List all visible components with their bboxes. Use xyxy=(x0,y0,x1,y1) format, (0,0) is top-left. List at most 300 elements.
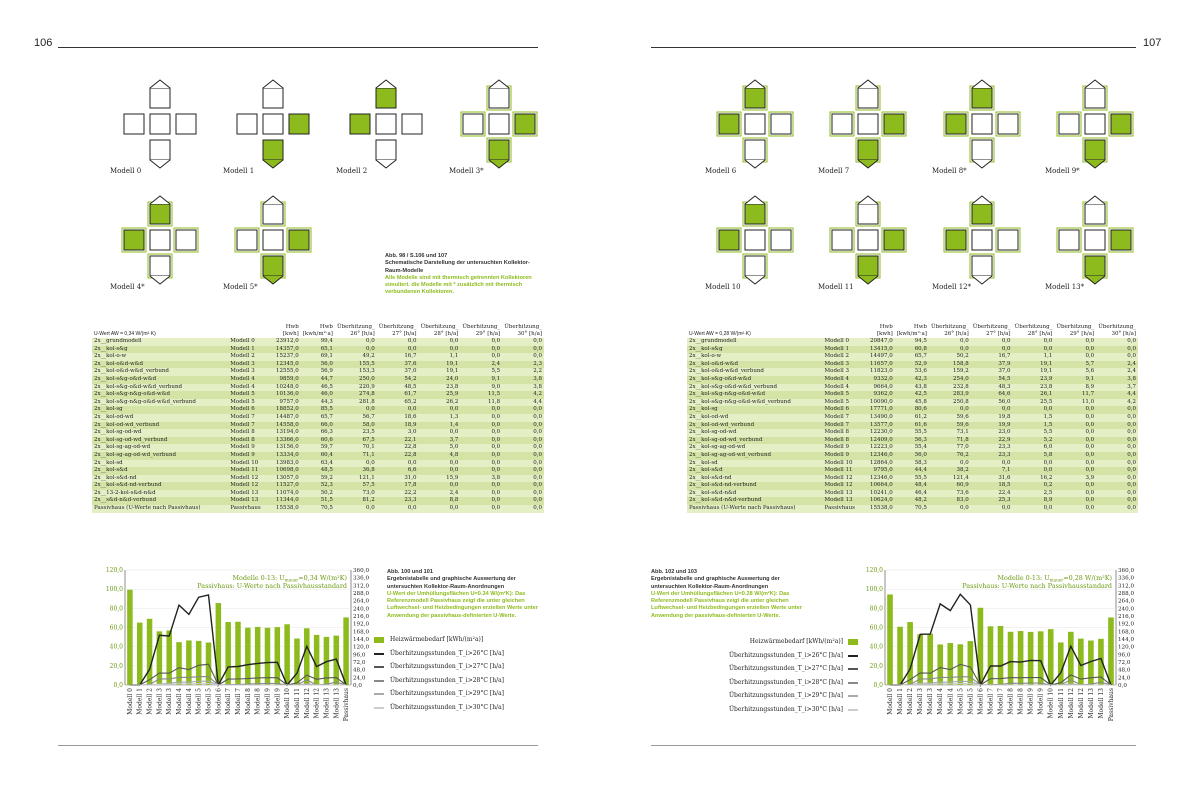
right-tick-label: 144,0 xyxy=(353,637,370,643)
value-cell: 3,7 xyxy=(449,436,459,443)
table-row xyxy=(687,429,1138,437)
value-cell: 0,0 xyxy=(1127,451,1136,458)
chart-caption-right xyxy=(651,569,809,620)
bar xyxy=(988,626,994,685)
value-cell: 70,5 xyxy=(914,505,927,512)
value-cell: 5,2 xyxy=(1043,436,1053,443)
value-cell: 254,0 xyxy=(953,375,969,382)
variant-name: 2x__kol-s&g-o&d-w&d xyxy=(94,375,157,382)
left-tick-label: 60,0 xyxy=(869,624,883,632)
value-cell: 71,8 xyxy=(956,436,969,443)
value-cell: 250,0 xyxy=(359,375,375,382)
bar xyxy=(275,627,281,685)
value-cell: 0,0 xyxy=(1085,497,1095,504)
chart-caption-right-note: U-Wert der Umhüllungsflächen U=0.28 W/(m²K): Das Referenzmodell Passivhaus zeigt die unter gleichen Luftwechsel- und Heizbedingungen erzielten Werte unter Anwendung der passivhaus-definierten U-Werte. xyxy=(651,590,802,619)
value-cell: 23,8 xyxy=(446,383,459,390)
model-name: Modell 4 xyxy=(824,375,849,382)
table-row xyxy=(687,346,1138,354)
right-tick-label: 168,0 xyxy=(1118,629,1135,636)
value-cell: 0,0 xyxy=(449,467,459,474)
variant-name: 2x__s&d-n&d-verbund xyxy=(94,497,157,504)
legend-label: Überhitzungsstunden_T_i>30°C [h/a] xyxy=(728,705,843,713)
value-cell: 14558,0 xyxy=(276,421,299,428)
value-cell: 5,8 xyxy=(1043,451,1053,458)
chart-caption-left xyxy=(387,569,547,620)
value-cell: 0,0 xyxy=(1085,413,1095,420)
value-cell: 0,0 xyxy=(449,338,459,344)
bar xyxy=(1008,632,1014,685)
value-cell: 65,2 xyxy=(404,398,417,405)
right-tick-label: 168,0 xyxy=(353,629,370,636)
value-cell: 0,0 xyxy=(491,338,501,344)
value-cell: 54,2 xyxy=(404,375,417,382)
value-cell: 16,2 xyxy=(1040,474,1053,481)
value-cell: 60,8 xyxy=(914,345,927,352)
value-cell: 0,0 xyxy=(407,345,417,352)
value-cell: 76,2 xyxy=(956,451,969,458)
value-cell: 53,6 xyxy=(914,368,927,375)
value-cell: 153,3 xyxy=(359,368,375,375)
value-cell: 73,1 xyxy=(956,429,969,436)
value-cell: 11,7 xyxy=(1081,391,1095,398)
value-cell: 0,0 xyxy=(533,406,542,413)
value-cell: 38,2 xyxy=(956,467,969,474)
value-cell: 155,5 xyxy=(359,360,375,367)
model-label: Modell 8* xyxy=(932,167,967,175)
value-cell: 12555,0 xyxy=(276,368,299,375)
table-row xyxy=(92,353,544,361)
table-row xyxy=(92,490,544,498)
right-tick-label: 24,0 xyxy=(353,675,366,682)
value-cell: 59,7 xyxy=(320,444,333,451)
bar xyxy=(255,627,261,685)
value-cell: 0,0 xyxy=(449,459,459,466)
value-cell: 61,2 xyxy=(914,413,927,420)
right-tick-label: 288,0 xyxy=(353,591,370,597)
value-cell: 52,9 xyxy=(914,360,927,367)
bar xyxy=(1028,632,1034,685)
table-row xyxy=(687,368,1138,376)
table-row xyxy=(92,460,544,468)
model-name: Modell 0 xyxy=(230,338,255,344)
value-cell: 55,5 xyxy=(914,429,927,436)
value-cell: 2,4 xyxy=(1127,360,1136,367)
value-cell: 0,0 xyxy=(1001,338,1011,344)
value-cell: 11657,0 xyxy=(870,360,893,367)
right-tick-label: 192,0 xyxy=(1118,621,1135,628)
value-cell: 1,4 xyxy=(449,421,459,428)
right-tick-label: 360,0 xyxy=(353,568,370,574)
right-tick-label: 24,0 xyxy=(1118,675,1131,682)
value-cell: 22,4 xyxy=(998,489,1011,496)
value-cell: 0,0 xyxy=(491,497,501,504)
value-cell: 45,8 xyxy=(914,398,927,405)
legend-label: Überhitzungsstunden_T_i>26°C [h/a] xyxy=(728,651,843,659)
category-label: Modell 5 xyxy=(195,688,203,715)
value-cell: 0,0 xyxy=(366,459,375,466)
value-cell: 9,1 xyxy=(491,375,501,382)
value-cell: 10090,0 xyxy=(870,398,893,405)
value-cell: 0,0 xyxy=(533,467,542,474)
right-tick-label: 48,0 xyxy=(1118,667,1131,674)
legend-label: Überhitzungsstunden_T_i>30°C [h/a] xyxy=(390,703,505,711)
value-cell: 11,5 xyxy=(487,391,501,398)
model-name: Modell 9 xyxy=(824,444,849,451)
value-cell: 0,0 xyxy=(366,345,375,352)
category-label: Modell 8 xyxy=(1007,688,1015,715)
value-cell: 1,3 xyxy=(449,413,459,420)
value-cell: 0,0 xyxy=(491,345,501,352)
table-row xyxy=(92,444,544,452)
model-name: Modell 7 xyxy=(824,421,849,428)
value-cell: 23,5 xyxy=(362,429,375,436)
value-cell: 9664,0 xyxy=(873,383,893,390)
value-cell: 22,8 xyxy=(404,451,417,458)
value-cell: 25,9 xyxy=(446,391,459,398)
category-label: Modell 10 xyxy=(284,688,292,719)
value-cell: 52,3 xyxy=(320,482,333,489)
value-cell: 48,4 xyxy=(914,482,927,489)
value-cell: 0,0 xyxy=(1127,467,1136,474)
value-cell: 48,5 xyxy=(404,383,417,390)
value-cell: 26,1 xyxy=(1040,391,1053,398)
chart-title: Modelle 0-13: $U_{mauer}=0,28$ W/(m²K) xyxy=(997,574,1112,583)
value-cell: 0,0 xyxy=(491,436,501,443)
category-label: Modell 4 xyxy=(947,688,955,715)
variant-name: 2x__kol-sg-od-wd xyxy=(689,429,737,436)
right-tick-label: 336,0 xyxy=(1118,575,1135,582)
value-cell: 0,0 xyxy=(533,497,542,504)
value-cell: 22,8 xyxy=(404,444,417,451)
variant-name: 2x__kol-s&g-o&d-w&d xyxy=(689,375,752,382)
value-cell: 83,0 xyxy=(956,497,969,504)
right-tick-label: 264,0 xyxy=(1118,598,1135,605)
category-label: Passivhaus xyxy=(343,688,351,722)
value-cell: 48,5 xyxy=(320,467,333,474)
value-cell: 9,1 xyxy=(1085,375,1095,382)
value-cell: 2,4 xyxy=(449,489,459,496)
variant-name: 2x__kol-s&g-n&g-o&d-w&d xyxy=(689,391,765,398)
value-cell: 8,9 xyxy=(1043,497,1053,504)
model-name: Modell 13 xyxy=(824,489,853,496)
value-cell: 18,6 xyxy=(404,413,417,420)
value-cell: 37,6 xyxy=(404,360,417,367)
value-cell: 10624,0 xyxy=(870,497,893,504)
value-cell: 46,5 xyxy=(320,383,333,390)
value-cell: 99,4 xyxy=(320,338,333,344)
value-cell: 2,2 xyxy=(533,368,542,375)
model-name: Modell 8 xyxy=(824,429,849,436)
value-cell: 49,2 xyxy=(362,353,375,360)
chart-caption-left-text: Ergebnistabelle und graphische Auswertung der untersuchten Kollektor-Raum-Anordnungen xyxy=(387,576,516,590)
value-cell: 46,0 xyxy=(320,391,333,398)
model-name: Modell 5 xyxy=(230,391,255,398)
table-row xyxy=(92,505,544,513)
bar xyxy=(947,643,953,685)
value-cell: 8,8 xyxy=(449,497,459,504)
value-cell: 0,0 xyxy=(533,436,542,443)
value-cell: 31,6 xyxy=(998,474,1011,481)
model-name: Modell 3 xyxy=(230,360,255,367)
category-label: Modell 0 xyxy=(126,688,134,715)
model-name: Modell 1 xyxy=(824,345,849,352)
model-label: Modell 5* xyxy=(223,283,258,291)
value-cell: 56,9 xyxy=(320,368,333,375)
bar xyxy=(137,623,143,685)
legend-swatch xyxy=(374,707,384,709)
column-header: Überhitzung_ 27° [h/a] xyxy=(378,324,417,337)
table-row xyxy=(92,429,544,437)
value-cell: 58,3 xyxy=(914,459,927,466)
value-cell: 80,6 xyxy=(914,406,927,413)
value-cell: 60,9 xyxy=(956,482,969,489)
bar xyxy=(1058,642,1064,685)
bar xyxy=(225,622,231,685)
value-cell: 0,0 xyxy=(533,489,542,496)
legend-swatch xyxy=(848,682,858,684)
variant-name: 2x__kol-sg-ag-od-wd xyxy=(94,444,151,451)
value-cell: 22,9 xyxy=(998,436,1011,443)
value-cell: 0,0 xyxy=(533,459,542,466)
value-cell: 6,6 xyxy=(407,467,417,474)
value-cell: 10664,0 xyxy=(870,482,893,489)
table-row xyxy=(687,361,1138,369)
models-caption xyxy=(385,253,545,297)
value-cell: 13490,0 xyxy=(870,413,893,420)
category-label: Modell 13 xyxy=(333,688,341,719)
value-cell: 10248,0 xyxy=(276,383,299,390)
value-cell: 11823,0 xyxy=(870,368,893,375)
legend-label: Überhitzungsstunden_T_i>28°C [h/a] xyxy=(728,678,843,686)
value-cell: 54,5 xyxy=(998,375,1011,382)
value-cell: 17771,0 xyxy=(870,406,893,413)
value-cell: 48,2 xyxy=(914,497,927,504)
table-row xyxy=(92,422,544,430)
left-tick-label: 0,0 xyxy=(113,682,123,689)
value-cell: 15538,0 xyxy=(276,505,299,512)
value-cell: 0,0 xyxy=(533,429,542,436)
value-cell: 18,5 xyxy=(998,482,1011,489)
value-cell: 0,0 xyxy=(1127,429,1136,436)
bar xyxy=(887,594,893,685)
value-cell: 11344,0 xyxy=(276,497,299,504)
column-header: Überhitzung_ 28° [h/a] xyxy=(420,324,459,337)
table-row xyxy=(92,376,544,384)
left-tick-label: 100,0 xyxy=(865,586,883,594)
value-cell: 0,0 xyxy=(491,353,501,360)
value-cell: 0,0 xyxy=(407,459,417,466)
variant-name: 2x__kol-sg-od-wd_verbund xyxy=(689,436,763,443)
table-row xyxy=(92,384,544,392)
model-name: Modell 8 xyxy=(824,436,849,443)
left-tick-label: 120,0 xyxy=(105,567,123,574)
category-label: Modell 12 xyxy=(1067,688,1075,719)
model-name: Modell 5 xyxy=(824,398,849,405)
column-header: Hwb [kwh] xyxy=(876,324,893,337)
value-cell: 12230,0 xyxy=(870,429,893,436)
model-label: Modell 0 xyxy=(110,167,142,175)
variant-name: 2x__kol-sg-ag-od-wd_verbund xyxy=(689,451,772,458)
right-tick-label: 216,0 xyxy=(353,614,370,620)
value-cell: 0,0 xyxy=(1127,505,1136,512)
table-row xyxy=(687,391,1138,399)
value-cell: 50,2 xyxy=(320,489,333,496)
variant-name: 2x__13-2-kol-s&d-n&d xyxy=(94,489,156,496)
value-cell: 65,1 xyxy=(320,345,333,352)
value-cell: 61,7 xyxy=(404,391,417,398)
value-cell: 0,0 xyxy=(491,413,501,420)
value-cell: 19,1 xyxy=(446,368,459,375)
value-cell: 13334,0 xyxy=(276,451,299,458)
right-tick-label: 144,0 xyxy=(1118,637,1135,643)
chart-left xyxy=(100,565,375,740)
value-cell: 14497,0 xyxy=(870,353,893,360)
variant-name: 2x__kol-o&d-w&d_verbund xyxy=(94,368,169,375)
category-label: Modell 8 xyxy=(244,688,252,715)
model-name: Modell 0 xyxy=(824,338,849,344)
value-cell: 60,6 xyxy=(320,436,333,443)
value-cell: 0,0 xyxy=(1085,421,1095,428)
value-cell: 70,1 xyxy=(362,444,375,451)
right-tick-label: 216,0 xyxy=(1118,614,1135,620)
value-cell: 48,3 xyxy=(998,383,1011,390)
value-cell: 58,0 xyxy=(362,421,375,428)
chart-right xyxy=(860,565,1140,740)
value-cell: 0,0 xyxy=(533,421,542,428)
value-cell: 0,0 xyxy=(533,413,542,420)
value-cell: 0,0 xyxy=(491,406,501,413)
right-tick-label: 96,0 xyxy=(353,652,366,659)
value-cell: 43,8 xyxy=(914,383,927,390)
model-name: Modell 13 xyxy=(230,497,259,504)
right-tick-label: 264,0 xyxy=(353,598,370,605)
model-label: Modell 4* xyxy=(110,283,145,291)
chart-caption-left-title: Abb. 100 und 101 xyxy=(387,569,434,575)
value-cell: 94,5 xyxy=(914,338,927,344)
value-cell: 9859,0 xyxy=(279,375,299,382)
value-cell: 0,0 xyxy=(533,444,542,451)
top-rule-right xyxy=(651,47,1136,48)
value-cell: 60,4 xyxy=(320,451,333,458)
category-label: Modell 1 xyxy=(897,688,905,715)
uwert-label: U-Wert AW = 0,34 W/(m²·K) xyxy=(94,331,156,337)
variant-name: 2x__kol-s&d-n&d xyxy=(689,489,737,496)
variant-name: 2x__kol-sd xyxy=(689,459,718,466)
variant-name: 2x__kol-s&g xyxy=(689,345,723,352)
value-cell: 12223,0 xyxy=(870,444,893,451)
value-cell: 0,0 xyxy=(1043,345,1053,352)
value-cell: 158,8 xyxy=(953,360,969,367)
value-cell: 50,2 xyxy=(956,353,969,360)
models-caption-note: Alle Modelle sind mit thermisch getrennten Kollektoren simuliert. die Modelle mit * zusätzlich mit thermisch verbundenen Kollektoren. xyxy=(385,274,532,296)
table-row xyxy=(92,368,544,376)
value-cell: 0,0 xyxy=(1127,345,1136,352)
right-tick-label: 48,0 xyxy=(353,667,366,674)
category-label: Modell 5 xyxy=(205,688,213,715)
value-cell: 14487,0 xyxy=(276,413,299,420)
value-cell: 20847,0 xyxy=(870,338,893,344)
table-row xyxy=(92,414,544,422)
results-table-left xyxy=(92,324,544,513)
value-cell: 23912,0 xyxy=(276,338,299,344)
column-header: Überhitzung_ 30° [h/a] xyxy=(1098,324,1136,337)
page-number-left: 106 xyxy=(34,37,53,49)
value-cell: 19,1 xyxy=(1040,368,1053,375)
value-cell: 0,0 xyxy=(1043,406,1053,413)
variant-name: 2x__kol-s&d-nd-verbund xyxy=(689,482,757,489)
value-cell: 0,0 xyxy=(1001,459,1011,466)
value-cell: 19,1 xyxy=(1040,360,1053,367)
value-cell: 0,0 xyxy=(449,345,459,352)
left-tick-label: 40,0 xyxy=(109,643,123,651)
category-label: Modell 2 xyxy=(907,688,915,715)
value-cell: 12345,0 xyxy=(276,360,299,367)
category-label: Modell 11 xyxy=(293,688,301,719)
legend-swatch xyxy=(374,666,384,668)
bar xyxy=(284,624,290,685)
value-cell: 0,0 xyxy=(491,421,501,428)
variant-name: 2x__kol-s&g-n&g-o&d-w&d xyxy=(94,391,170,398)
table-row xyxy=(687,422,1138,430)
category-label: Modell 5 xyxy=(957,688,965,715)
legend-swatch xyxy=(848,709,858,711)
value-cell: 13194,0 xyxy=(276,429,299,436)
column-header: Überhitzung_ 26° [h/a] xyxy=(336,324,375,337)
category-label: Passivhaus xyxy=(1107,688,1115,722)
value-cell: 0,0 xyxy=(1127,444,1136,451)
value-cell: 71,1 xyxy=(362,451,375,458)
value-cell: 11,0 xyxy=(1081,398,1095,405)
legend-swatch xyxy=(848,668,858,670)
column-header: Überhitzung_ 30° [h/a] xyxy=(504,324,542,337)
value-cell: 0,0 xyxy=(533,345,542,352)
variant-name: 2x__kol-s&g xyxy=(94,345,128,352)
category-label: Modell 4 xyxy=(185,688,193,715)
model-name: Modell 7 xyxy=(230,413,255,420)
value-cell: 10241,0 xyxy=(870,489,893,496)
legend-label: Überhitzungsstunden_T_i>29°C [h/a] xyxy=(728,692,843,699)
right-tick-label: 360,0 xyxy=(1118,568,1135,574)
value-cell: 23,3 xyxy=(998,444,1011,451)
category-label: Modell 7 xyxy=(987,688,995,715)
model-name: Modell 2 xyxy=(824,353,849,360)
value-cell: 12409,0 xyxy=(870,436,893,443)
category-label: Modell 0 xyxy=(887,688,895,715)
model-name: Modell 5 xyxy=(230,398,255,405)
value-cell: 3,9 xyxy=(1085,474,1095,481)
bottom-rule-right xyxy=(651,745,1136,746)
bar xyxy=(147,619,153,685)
right-tick-label: 312,0 xyxy=(1118,583,1135,590)
value-cell: 57,5 xyxy=(362,482,375,489)
value-cell: 77,0 xyxy=(956,444,969,451)
category-label: Modell 9 xyxy=(1037,688,1045,715)
value-cell: 37,0 xyxy=(998,368,1011,375)
bar xyxy=(245,628,251,685)
model-name: Modell 12 xyxy=(230,474,259,481)
value-cell: 0,0 xyxy=(449,505,459,512)
category-label: Modell 9 xyxy=(1027,688,1035,715)
value-cell: 56,0 xyxy=(914,451,927,458)
value-cell: 0,0 xyxy=(960,338,969,344)
right-tick-label: 240,0 xyxy=(1118,606,1135,613)
bar xyxy=(157,631,163,685)
value-cell: 85,5 xyxy=(320,406,333,413)
left-tick-label: 120,0 xyxy=(865,567,883,574)
category-label: Modell 4 xyxy=(176,688,184,715)
model-name: Modell 6 xyxy=(824,406,849,413)
value-cell: 13366,0 xyxy=(276,436,299,443)
